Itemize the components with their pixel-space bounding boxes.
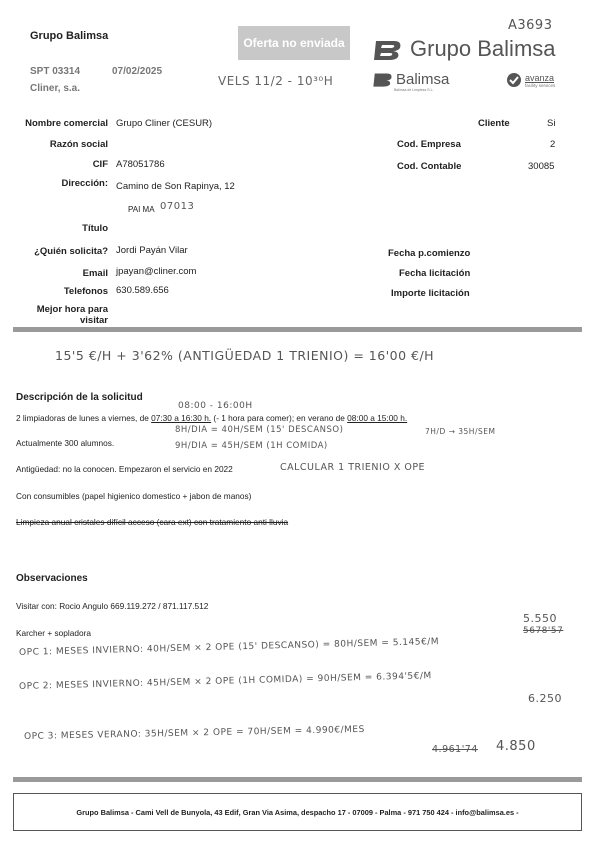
descripcion-line-1-d: 08:00 a 15:00 h.: [347, 413, 408, 423]
email-label: Email: [82, 268, 108, 279]
handwritten-line-1: 8H/DIA = 40H/SEM (15' DESCANSO): [175, 425, 344, 435]
footer-text: Grupo Balimsa - Cami Vell de Bunyola, 43 Edif, Gran Via Asima, despacho 17 - 07009 - Palma - 971 750 424 - info@balimsa.es -: [76, 807, 519, 817]
mejor-hora-label-1: Mejor hora para: [36, 304, 108, 315]
avanza-check-icon: [506, 72, 522, 88]
avanza-text: avanza: [525, 72, 555, 83]
handwritten-option-3-new: 4.850: [496, 739, 536, 754]
handwritten-top-1: 5.550: [523, 612, 557, 625]
balimsa-subtitle: Balimsa de Limpieza S.L.: [394, 88, 434, 92]
balimsa-logo-icon: [372, 37, 404, 61]
descripcion-line-4: Con consumibles (papel higienico domestico + jabon de manos): [16, 491, 252, 501]
balimsa-text: Balimsa: [396, 70, 450, 88]
descripcion-line-1-b: 07:30 a 16:30 h.: [151, 413, 212, 423]
handwritten-option-2: OPC 2: MESES INVIERNO: 45H/SEM × 2 OPE (1H COMIDA) = 90H/SEM = 6.394'5€/M: [19, 671, 432, 692]
mejor-hora-label-2: visitar: [80, 315, 108, 326]
descripcion-line-1-c: (- 1 hora para comer); en verano de: [211, 413, 348, 423]
razon-social-label: Razón social: [49, 139, 108, 150]
quien-solicita-label: ¿Quién solicita?: [34, 246, 108, 257]
nombre-comercial-label: Nombre comercial: [25, 118, 108, 129]
footer-divider: [13, 777, 582, 782]
handwritten-price-note: 15'5 €/H + 3'62% (ANTIGÜEDAD 1 TRIENIO) = 16'00 €/H: [55, 348, 435, 363]
fecha-licitacion-label: Fecha licitación: [399, 268, 471, 279]
quien-solicita-value: Jordi Payán Vilar: [116, 245, 188, 256]
handwritten-line-2: 9H/DIA = 45H/SEM (1H COMIDA): [175, 441, 328, 451]
client-name: Cliner, s.a.: [30, 83, 81, 94]
status-badge: Oferta no enviada: [238, 26, 350, 60]
company-name: Grupo Balimsa: [30, 30, 109, 42]
cod-contable-value: 30085: [528, 161, 555, 172]
balimsa-small-logo-icon: [372, 70, 394, 88]
grupo-balimsa-logo: [372, 36, 556, 62]
fecha-comienzo-label: Fecha p.comienzo: [388, 248, 471, 259]
handwritten-top-2: 5678'57: [523, 626, 564, 636]
handwritten-visit-note: VELS 11/2 - 10³⁰H: [218, 74, 334, 88]
cod-empresa-value: 2: [550, 139, 556, 150]
direccion-city: PAI MA: [128, 205, 155, 214]
avanza-subtitle: facility services: [525, 82, 556, 88]
section-divider: [13, 327, 582, 332]
nombre-comercial-value: Grupo Cliner (CESUR): [116, 118, 213, 129]
handwritten-line-1-right: 7H/D → 35H/SEM: [425, 427, 496, 436]
cif-label: CIF: [92, 159, 108, 170]
descripcion-heading: Descripción de la solicitud: [16, 392, 143, 403]
observaciones-line-1: Visitar con: Rocio Angulo 669.119.272 / 871.117.512: [16, 601, 209, 611]
handwritten-line-3: CALCULAR 1 TRIENIO X OPE: [280, 462, 426, 473]
reference-number: A3693: [508, 18, 553, 33]
observaciones-line-2: Karcher + sopladora: [16, 628, 91, 638]
telefonos-label: Telefonos: [63, 286, 108, 297]
balimsa-brand-logo: [372, 70, 449, 92]
titulo-label: Título: [82, 223, 108, 234]
logo-text: Grupo Balimsa: [410, 36, 556, 61]
cod-contable-label: Cod. Contable: [397, 161, 462, 172]
handwritten-option-3-b: 4.961'74: [432, 744, 478, 755]
direccion-label: Dirección:: [61, 178, 108, 189]
email-value: jpayan@cliner.com: [116, 266, 197, 277]
header-date: 07/02/2025: [112, 66, 163, 77]
handwritten-option-1: OPC 1: MESES INVIERNO: 40H/SEM × 2 OPE (15' DESCANSO) = 80H/SEM = 5.145€/M: [19, 637, 440, 658]
cod-empresa-label: Cod. Empresa: [397, 139, 461, 150]
direccion-value: Camino de Son Rapinya, 12: [116, 181, 235, 192]
handwritten-option-3: OPC 3: MESES VERANO: 35H/SEM × 2 OPE = 70H/SEM = 4.990€/MES: [24, 724, 365, 742]
cliente-value: Si: [547, 118, 556, 129]
descripcion-line-5: Limpieza anual cristales difícil acceso (cara ext) con tratamiento anti lluvia: [16, 517, 289, 527]
descripcion-line-3: Antigüedad: no la conocen. Empezaron el servicio en 2022: [16, 464, 233, 474]
cif-value: A78051786: [116, 159, 165, 170]
handwritten-postal-code: 07013: [160, 201, 195, 212]
descripcion-line-2: Actualmente 300 alumnos.: [16, 438, 115, 448]
avanza-logo: [506, 72, 555, 88]
observaciones-heading: Observaciones: [16, 573, 88, 584]
handwritten-option-2-new: 6.250: [528, 692, 562, 705]
descripcion-line-1: [16, 413, 407, 423]
handwritten-hours: 08:00 - 16:00H: [178, 401, 253, 411]
cliente-label: Cliente: [478, 118, 510, 129]
footer: [13, 793, 582, 831]
descripcion-line-1-a: 2 limpiadoras de lunes a viernes, de: [16, 413, 152, 423]
telefonos-value: 630.589.656: [116, 285, 169, 296]
spt-code: SPT 03314: [30, 66, 81, 77]
importe-licitacion-label: Importe licitación: [391, 288, 470, 299]
